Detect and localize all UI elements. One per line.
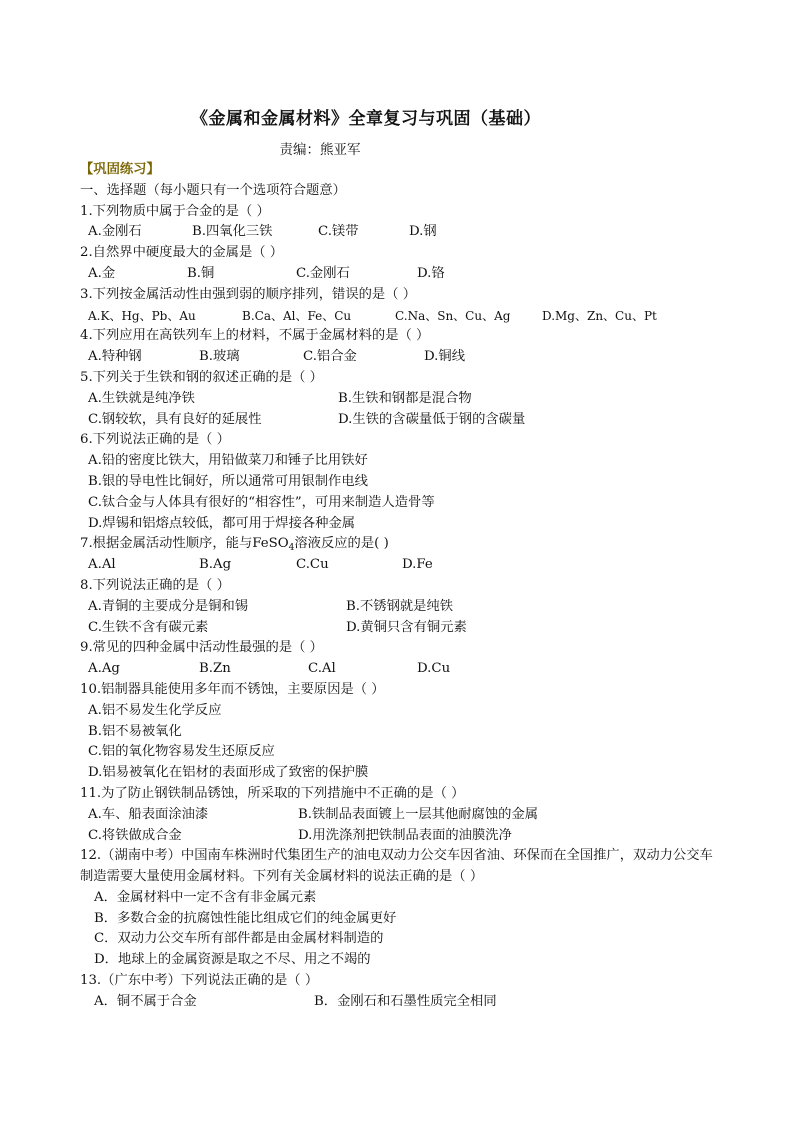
question-13-stem: 13.（广东中考）下列说法正确的是（ ） — [80, 973, 319, 989]
option-a: A.铅的密度比铁大，用铅做菜刀和锤子比用铁好 — [88, 453, 368, 469]
stem-prefix: 7.根据金属活动性顺序，能与FeSO — [80, 536, 289, 552]
question-4-options — [80, 347, 720, 368]
option-a: A.金刚石 — [88, 224, 142, 240]
option-a: A.生铁就是纯净铁 — [88, 390, 195, 406]
option-b: B．金刚石和石墨性质完全相同 — [314, 993, 497, 1009]
question-5-stem: 5.下列关于生铁和钢的叙述正确的是（ ） — [80, 369, 323, 385]
option-a: A.青铜的主要成分是铜和锡 — [88, 598, 249, 614]
option-b: B.Zn — [199, 661, 231, 677]
option-d: D.钢 — [409, 224, 437, 240]
option-c: C.生铁不含有碳元素 — [88, 619, 209, 635]
option-b: B.铝不易被氧化 — [88, 723, 182, 739]
option-c: C.将铁做成合金 — [88, 827, 182, 843]
option-c: C.Cu — [296, 557, 329, 573]
section-tag: 【巩固练习】 — [80, 162, 160, 177]
option-a: A．铜不属于合金 — [94, 993, 197, 1009]
option-a: A.Al — [88, 557, 116, 573]
option-c: C.钛合金与人体具有很好的“相容性”，可用来制造人造骨等 — [88, 494, 435, 510]
option-a: A.特种钢 — [88, 349, 142, 365]
question-2-stem: 2.自然界中硬度最大的金属是（ ） — [80, 245, 284, 261]
option-c: C.镁带 — [318, 224, 359, 240]
question-5-options-row-1 — [80, 389, 720, 410]
subscript: 4 — [288, 543, 295, 554]
option-d: D.焊锡和铝熔点较低，都可用于焊接各种金属 — [88, 515, 356, 531]
option-d: D．地球上的金属资源是取之不尽、用之不竭的 — [94, 952, 371, 968]
option-a: A.车、船表面涂油漆 — [88, 806, 209, 822]
option-c: C．双动力公交车所有部件都是由金属材料制造的 — [94, 931, 384, 947]
option-b: B．多数合金的抗腐蚀性能比组成它们的纯金属更好 — [94, 910, 397, 926]
option-d: D.生铁的含碳量低于钢的含碳量 — [338, 411, 526, 427]
question-11-options-row-2 — [80, 826, 720, 847]
option-b: B.银的导电性比铜好，所以通常可用银制作电线 — [88, 473, 368, 489]
question-3-stem: 3.下列按金属活动性由强到弱的顺序排列，错误的是（ ） — [80, 286, 417, 302]
question-10-stem: 10.铝制器具能使用多年而不锈蚀，主要原因是（ ） — [80, 681, 385, 697]
option-d: D.黄铜只含有铜元素 — [346, 619, 467, 635]
option-d: D.铬 — [417, 265, 445, 281]
question-12-stem: 12.（湖南中考）中国南车株洲时代集团生产的油电双动力公交车因省油、环保而在全国推广，双动力公交车制造需要大量使用金属材料。下列有关金属材料的说法正确的是（ ） — [80, 848, 713, 885]
option-c: C.Na、Sn、Cu、Ag — [395, 308, 511, 323]
option-c: C.金刚石 — [296, 265, 350, 281]
option-b: B.Ca、Al、Fe、Cu — [242, 308, 352, 323]
question-2-options — [80, 264, 720, 285]
question-9-options — [80, 659, 720, 680]
option-d: D.Cu — [417, 661, 451, 677]
option-c: C.铝合金 — [303, 349, 357, 365]
option-b: B.四氧化三铁 — [192, 224, 273, 240]
question-1-stem: 1.下列物质中属于合金的是（ ） — [80, 203, 270, 219]
question-7-stem — [80, 534, 720, 555]
option-c: C.Al — [308, 661, 336, 677]
option-d: D.Fe — [402, 557, 433, 573]
option-a: A.金 — [88, 265, 116, 281]
question-11-options-row-1 — [80, 805, 720, 826]
option-b: B.铜 — [187, 265, 215, 281]
option-d: D.Mg、Zn、Cu、Pt — [542, 308, 657, 323]
option-d: D.铜线 — [424, 349, 466, 365]
question-1-options — [80, 222, 720, 243]
stem-suffix: 溶液反应的是( ) — [294, 536, 389, 552]
option-d: D.用洗涤剂把铁制品表面的油膜洗净 — [298, 827, 512, 843]
question-8-options-row-1 — [80, 597, 720, 618]
question-7-options — [80, 555, 720, 576]
option-b: B.生铁和钢都是混合物 — [338, 390, 472, 406]
option-b: B.Ag — [199, 557, 232, 573]
option-b: B.铁制品表面镀上一层其他耐腐蚀的金属 — [298, 806, 539, 822]
option-a: A.Ag — [88, 661, 120, 677]
question-5-options-row-2 — [80, 410, 720, 431]
question-13-options — [80, 992, 720, 1013]
page-title: 《金属和金属材料》全章复习与巩固（基础） — [191, 109, 541, 129]
question-6-stem: 6.下列说法正确的是（ ） — [80, 432, 230, 448]
option-b: B.玻璃 — [199, 349, 240, 365]
question-9-stem: 9.常见的四种金属中活动性最强的是（ ） — [80, 640, 323, 656]
part-heading: 一、选择题（每小题只有一个选项符合题意） — [80, 182, 346, 198]
option-b: B.不锈钢就是纯铁 — [346, 598, 454, 614]
question-11-stem: 11.为了防止钢铁制品锈蚀，所采取的下列措施中不正确的是（ ） — [80, 785, 465, 801]
question-8-stem: 8.下列说法正确的是（ ） — [80, 577, 230, 593]
option-d: D.铝易被氧化在铝材的表面形成了致密的保护膜 — [88, 765, 369, 781]
option-c: C.铝的氧化物容易发生还原反应 — [88, 744, 275, 760]
question-4-stem: 4.下列应用在高铁列车上的材料，不属于金属材料的是（ ） — [80, 328, 430, 344]
option-c: C.钢较软，具有良好的延展性 — [88, 411, 262, 427]
option-a: A.铝不易发生化学反应 — [88, 702, 222, 718]
document-body — [80, 160, 720, 1013]
option-a: A．金属材料中一定不含有非金属元素 — [94, 889, 317, 905]
author-line: 责编：熊亚军 — [279, 142, 361, 158]
question-3-options — [80, 306, 720, 327]
question-8-options-row-2 — [80, 618, 720, 639]
option-a: A.K、Hg、Pb、Au — [88, 308, 196, 323]
